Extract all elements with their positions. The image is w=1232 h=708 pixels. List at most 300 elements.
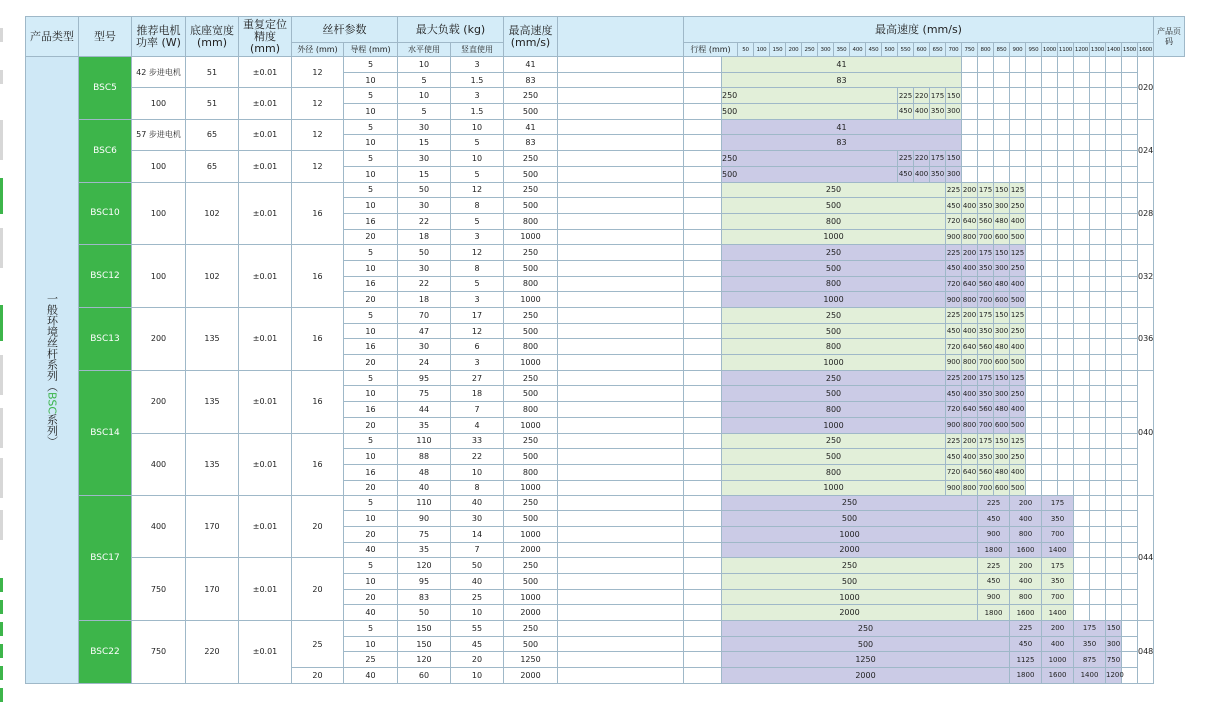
load-horizontal: 120 xyxy=(398,558,451,574)
empty-tick-cell xyxy=(1042,480,1058,495)
empty-tick-cell xyxy=(1058,417,1074,433)
stroke-cell xyxy=(684,511,722,527)
load-horizontal: 24 xyxy=(398,355,451,371)
empty-tick-cell xyxy=(1106,480,1122,495)
speed-bar-value: 250 xyxy=(722,621,1010,637)
empty-tick-cell xyxy=(1074,72,1090,88)
empty-tick-cell xyxy=(1090,276,1106,292)
speed-bar-value: 300 xyxy=(994,449,1010,465)
empty-tick-cell xyxy=(1090,542,1106,558)
spec-table-container xyxy=(25,16,1185,684)
empty-tick-cell xyxy=(1058,480,1074,495)
empty-tick-cell xyxy=(1122,526,1138,542)
empty-tick-cell xyxy=(1074,542,1090,558)
load-horizontal: 75 xyxy=(398,386,451,402)
max-speed: 500 xyxy=(504,104,558,120)
empty-tick-cell xyxy=(1106,464,1122,480)
speed-bar-value: 640 xyxy=(962,213,978,229)
precision: ±0.01 xyxy=(239,558,292,621)
load-vertical: 40 xyxy=(451,495,504,511)
empty-tick-cell xyxy=(1106,182,1122,198)
lead: 20 xyxy=(344,292,398,308)
empty-tick-cell xyxy=(978,104,994,120)
outer-diameter: 20 xyxy=(292,495,344,558)
stroke-cell xyxy=(684,260,722,276)
page-number: 032 xyxy=(1138,245,1154,308)
max-speed: 800 xyxy=(504,464,558,480)
empty-tick-cell xyxy=(962,88,978,104)
stroke-cell xyxy=(684,213,722,229)
motor-power: 400 xyxy=(132,433,186,495)
speed-bar-value: 800 xyxy=(722,276,946,292)
speed-bar-value: 800 xyxy=(722,339,946,355)
outer-diameter: 16 xyxy=(292,245,344,308)
empty-tick-cell xyxy=(962,104,978,120)
empty-tick-cell xyxy=(1074,166,1090,182)
empty-tick-cell xyxy=(1026,370,1042,386)
empty-tick-cell xyxy=(962,72,978,88)
empty-tick-cell xyxy=(1106,119,1122,135)
empty-tick-cell xyxy=(1074,386,1090,402)
empty-tick-cell xyxy=(1026,480,1042,495)
speed-bar-value: 800 xyxy=(722,213,946,229)
table-row xyxy=(26,245,1185,261)
speed-bar-value: 450 xyxy=(898,166,914,182)
speed-bar-value: 800 xyxy=(962,355,978,371)
empty-tick-cell xyxy=(1026,166,1042,182)
load-vertical: 3 xyxy=(451,292,504,308)
header-precision: 重复定位精度 (mm) xyxy=(239,17,292,57)
stroke-cell xyxy=(684,464,722,480)
stroke-cell xyxy=(684,480,722,495)
load-horizontal: 48 xyxy=(398,464,451,480)
max-speed: 41 xyxy=(504,57,558,73)
motor-power: 750 xyxy=(132,621,186,684)
speed-bar-value: 1400 xyxy=(1074,668,1106,684)
empty-tick-cell xyxy=(1074,292,1090,308)
empty-tick-cell xyxy=(1122,355,1138,371)
speed-bar-value: 2000 xyxy=(722,605,978,621)
speed-bar-value: 41 xyxy=(722,57,962,73)
spacer-cell xyxy=(558,574,684,590)
spacer-cell xyxy=(558,668,684,684)
load-vertical: 5 xyxy=(451,213,504,229)
speed-bar-value: 250 xyxy=(722,433,946,449)
lead: 5 xyxy=(344,182,398,198)
precision: ±0.01 xyxy=(239,151,292,182)
speed-bar-value: 175 xyxy=(978,182,994,198)
empty-tick-cell xyxy=(1026,355,1042,371)
max-speed: 1000 xyxy=(504,589,558,605)
speed-bar-value: 500 xyxy=(1010,480,1026,495)
empty-tick-cell xyxy=(1122,72,1138,88)
category-label xyxy=(26,57,79,684)
load-horizontal: 120 xyxy=(398,652,451,668)
empty-tick-cell xyxy=(1042,72,1058,88)
lead: 5 xyxy=(344,433,398,449)
empty-tick-cell xyxy=(1122,260,1138,276)
empty-tick-cell xyxy=(1026,57,1042,73)
speed-bar-value: 640 xyxy=(962,276,978,292)
speed-bar-value: 750 xyxy=(1106,652,1122,668)
speed-bar-value: 700 xyxy=(978,355,994,371)
empty-tick-cell xyxy=(1026,417,1042,433)
max-speed: 2000 xyxy=(504,605,558,621)
empty-tick-cell xyxy=(1026,323,1042,339)
stroke-tick: 150 xyxy=(770,43,786,57)
empty-tick-cell xyxy=(1122,135,1138,151)
base-width: 51 xyxy=(186,88,239,119)
empty-tick-cell xyxy=(1074,589,1090,605)
empty-tick-cell xyxy=(1026,104,1042,120)
speed-bar-value: 200 xyxy=(962,308,978,324)
speed-bar-value: 175 xyxy=(930,151,946,167)
load-horizontal: 35 xyxy=(398,417,451,433)
empty-tick-cell xyxy=(1106,292,1122,308)
empty-tick-cell xyxy=(1042,417,1058,433)
load-vertical: 3 xyxy=(451,57,504,73)
table-row xyxy=(26,370,1185,386)
empty-tick-cell xyxy=(1122,402,1138,418)
empty-tick-cell xyxy=(1026,449,1042,465)
speed-bar-value: 640 xyxy=(962,402,978,418)
empty-tick-cell xyxy=(1106,495,1122,511)
speed-bar-value: 175 xyxy=(930,88,946,104)
load-vertical: 50 xyxy=(451,558,504,574)
load-vertical: 40 xyxy=(451,574,504,590)
spacer-cell xyxy=(558,355,684,371)
max-speed: 500 xyxy=(504,198,558,214)
speed-bar-value: 900 xyxy=(946,292,962,308)
speed-bar-value: 175 xyxy=(1042,558,1074,574)
header-max-load: 最大负载 (kg) xyxy=(398,17,504,43)
load-horizontal: 75 xyxy=(398,526,451,542)
max-speed: 250 xyxy=(504,151,558,167)
max-speed: 500 xyxy=(504,323,558,339)
speed-bar-value: 225 xyxy=(978,495,1010,511)
speed-bar-value: 400 xyxy=(1010,402,1026,418)
speed-bar-value: 500 xyxy=(722,574,978,590)
empty-tick-cell xyxy=(1058,449,1074,465)
speed-bar-value: 300 xyxy=(994,260,1010,276)
speed-bar-value: 500 xyxy=(1010,292,1026,308)
speed-bar-value: 1000 xyxy=(1042,652,1074,668)
speed-bar-value: 350 xyxy=(1042,574,1074,590)
empty-tick-cell xyxy=(1042,386,1058,402)
table-row xyxy=(26,495,1185,511)
empty-tick-cell xyxy=(1026,229,1042,245)
speed-bar-value: 400 xyxy=(1010,213,1026,229)
empty-tick-cell xyxy=(1122,386,1138,402)
empty-tick-cell xyxy=(1122,433,1138,449)
stroke-tick: 1100 xyxy=(1058,43,1074,57)
header-horizontal: 水平使用 xyxy=(398,43,451,57)
speed-bar-value: 720 xyxy=(946,213,962,229)
stroke-tick: 600 xyxy=(914,43,930,57)
empty-tick-cell xyxy=(978,57,994,73)
load-vertical: 8 xyxy=(451,198,504,214)
empty-tick-cell xyxy=(1090,229,1106,245)
speed-bar-value: 640 xyxy=(962,339,978,355)
precision: ±0.01 xyxy=(239,308,292,371)
precision: ±0.01 xyxy=(239,88,292,119)
lead: 16 xyxy=(344,402,398,418)
max-speed: 500 xyxy=(504,574,558,590)
empty-tick-cell xyxy=(978,119,994,135)
empty-tick-cell xyxy=(1090,605,1106,621)
stroke-cell xyxy=(684,668,722,684)
speed-bar-value: 700 xyxy=(1042,589,1074,605)
empty-tick-cell xyxy=(1074,402,1090,418)
lead: 20 xyxy=(344,417,398,433)
lead: 10 xyxy=(344,166,398,182)
page-number: 044 xyxy=(1138,495,1154,621)
empty-tick-cell xyxy=(1074,464,1090,480)
speed-bar-value: 720 xyxy=(946,276,962,292)
speed-bar-value: 600 xyxy=(994,480,1010,495)
speed-bar-value: 1000 xyxy=(722,526,978,542)
base-width: 65 xyxy=(186,151,239,182)
speed-bar-value: 150 xyxy=(994,433,1010,449)
empty-tick-cell xyxy=(1058,135,1074,151)
empty-tick-cell xyxy=(994,119,1010,135)
speed-bar-value: 220 xyxy=(914,151,930,167)
empty-tick-cell xyxy=(1106,229,1122,245)
empty-tick-cell xyxy=(1058,402,1074,418)
speed-bar-value: 720 xyxy=(946,339,962,355)
empty-tick-cell xyxy=(1090,417,1106,433)
empty-tick-cell xyxy=(1058,104,1074,120)
speed-bar-value: 1600 xyxy=(1042,668,1074,684)
spacer-cell xyxy=(558,339,684,355)
speed-bar-value: 560 xyxy=(978,339,994,355)
table-row xyxy=(26,558,1185,574)
lead: 10 xyxy=(344,104,398,120)
empty-tick-cell xyxy=(1122,229,1138,245)
max-speed: 250 xyxy=(504,621,558,637)
speed-bar-value: 1400 xyxy=(1042,542,1074,558)
empty-tick-cell xyxy=(1042,402,1058,418)
speed-bar-value: 480 xyxy=(994,276,1010,292)
motor-power: 57 步进电机 xyxy=(132,119,186,150)
speed-bar-value: 220 xyxy=(914,88,930,104)
load-horizontal: 22 xyxy=(398,276,451,292)
speed-bar-value: 250 xyxy=(722,88,898,104)
load-horizontal: 70 xyxy=(398,308,451,324)
empty-tick-cell xyxy=(1106,308,1122,324)
empty-tick-cell xyxy=(978,135,994,151)
empty-tick-cell xyxy=(1026,213,1042,229)
model-name: BSC5 xyxy=(79,57,132,120)
speed-bar-value: 700 xyxy=(978,480,994,495)
empty-tick-cell xyxy=(1106,276,1122,292)
load-vertical: 3 xyxy=(451,355,504,371)
speed-bar-value: 500 xyxy=(722,323,946,339)
model-name: BSC22 xyxy=(79,621,132,684)
max-speed: 1000 xyxy=(504,292,558,308)
spacer-cell xyxy=(558,652,684,668)
speed-bar-value: 500 xyxy=(722,260,946,276)
speed-bar-value: 125 xyxy=(1010,433,1026,449)
load-vertical: 7 xyxy=(451,402,504,418)
speed-bar-value: 250 xyxy=(1010,260,1026,276)
max-speed: 500 xyxy=(504,166,558,182)
precision: ±0.01 xyxy=(239,245,292,308)
empty-tick-cell xyxy=(1010,88,1026,104)
model-name: BSC12 xyxy=(79,245,132,308)
stroke-tick: 450 xyxy=(866,43,882,57)
table-row xyxy=(26,308,1185,324)
speed-bar-value: 350 xyxy=(978,449,994,465)
spacer-cell xyxy=(558,308,684,324)
empty-tick-cell xyxy=(1026,308,1042,324)
empty-tick-cell xyxy=(1106,245,1122,261)
speed-bar-value: 225 xyxy=(1010,621,1042,637)
speed-bar-value: 175 xyxy=(978,245,994,261)
outer-diameter: 16 xyxy=(292,433,344,495)
header-outer-diameter: 外径 (mm) xyxy=(292,43,344,57)
lead: 20 xyxy=(344,355,398,371)
speed-bar-value: 225 xyxy=(946,308,962,324)
speed-bar-value: 1000 xyxy=(722,355,946,371)
load-horizontal: 10 xyxy=(398,88,451,104)
speed-bar-value: 600 xyxy=(994,229,1010,245)
speed-bar-value: 1800 xyxy=(978,542,1010,558)
empty-tick-cell xyxy=(1074,213,1090,229)
page-number: 024 xyxy=(1138,119,1154,182)
max-speed: 250 xyxy=(504,182,558,198)
load-horizontal: 110 xyxy=(398,495,451,511)
empty-tick-cell xyxy=(1042,276,1058,292)
stroke-tick: 100 xyxy=(754,43,770,57)
empty-tick-cell xyxy=(1026,151,1042,167)
empty-tick-cell xyxy=(962,166,978,182)
motor-power: 400 xyxy=(132,495,186,558)
speed-bar-value: 400 xyxy=(1010,464,1026,480)
empty-tick-cell xyxy=(1106,402,1122,418)
speed-bar-value: 500 xyxy=(722,511,978,527)
header-base-width: 底座宽度 (mm) xyxy=(186,17,239,57)
lead: 20 xyxy=(344,480,398,495)
max-speed: 500 xyxy=(504,511,558,527)
speed-bar-value: 800 xyxy=(722,402,946,418)
speed-bar-value: 500 xyxy=(722,636,1010,652)
empty-tick-cell xyxy=(1058,119,1074,135)
stroke-tick: 500 xyxy=(882,43,898,57)
load-horizontal: 150 xyxy=(398,621,451,637)
base-width: 65 xyxy=(186,119,239,150)
empty-tick-cell xyxy=(1026,276,1042,292)
load-vertical: 10 xyxy=(451,119,504,135)
empty-tick-cell xyxy=(1106,104,1122,120)
empty-tick-cell xyxy=(1090,370,1106,386)
motor-power: 100 xyxy=(132,151,186,182)
spec-table xyxy=(25,16,1185,684)
empty-tick-cell xyxy=(1122,495,1138,511)
empty-tick-cell xyxy=(1090,526,1106,542)
max-speed: 1250 xyxy=(504,652,558,668)
empty-tick-cell xyxy=(1058,182,1074,198)
spacer-cell xyxy=(558,198,684,214)
speed-bar-value: 875 xyxy=(1074,652,1106,668)
speed-bar-value: 400 xyxy=(1010,574,1042,590)
spacer-cell xyxy=(558,72,684,88)
max-speed: 250 xyxy=(504,370,558,386)
speed-bar-value: 200 xyxy=(962,370,978,386)
lead: 5 xyxy=(344,245,398,261)
lead: 10 xyxy=(344,574,398,590)
empty-tick-cell xyxy=(1058,245,1074,261)
stroke-tick: 350 xyxy=(834,43,850,57)
empty-tick-cell xyxy=(1122,558,1138,574)
speed-bar-value: 250 xyxy=(722,245,946,261)
stroke-tick: 1600 xyxy=(1138,43,1154,57)
stroke-cell xyxy=(684,449,722,465)
speed-bar-value: 200 xyxy=(1010,558,1042,574)
load-horizontal: 5 xyxy=(398,104,451,120)
spacer-cell xyxy=(558,182,684,198)
load-horizontal: 50 xyxy=(398,182,451,198)
stroke-cell xyxy=(684,574,722,590)
empty-tick-cell xyxy=(1122,119,1138,135)
empty-tick-cell xyxy=(1090,213,1106,229)
outer-diameter: 16 xyxy=(292,370,344,433)
category-text: 系列） xyxy=(45,413,59,447)
empty-tick-cell xyxy=(1026,88,1042,104)
empty-tick-cell xyxy=(1106,323,1122,339)
table-row xyxy=(26,433,1185,449)
lead: 5 xyxy=(344,57,398,73)
speed-bar-value: 250 xyxy=(722,308,946,324)
empty-tick-cell xyxy=(1090,88,1106,104)
stroke-tick: 850 xyxy=(994,43,1010,57)
stroke-tick: 1300 xyxy=(1090,43,1106,57)
empty-tick-cell xyxy=(1042,135,1058,151)
speed-bar-value: 400 xyxy=(914,104,930,120)
speed-bar-value: 350 xyxy=(1074,636,1106,652)
empty-tick-cell xyxy=(1106,526,1122,542)
empty-tick-cell xyxy=(1074,526,1090,542)
speed-bar-value: 500 xyxy=(722,166,898,182)
page-number: 020 xyxy=(1138,57,1154,120)
load-horizontal: 50 xyxy=(398,605,451,621)
spacer-cell xyxy=(558,151,684,167)
speed-bar-value: 500 xyxy=(1010,229,1026,245)
speed-bar-value: 125 xyxy=(1010,182,1026,198)
max-speed: 83 xyxy=(504,72,558,88)
load-horizontal: 30 xyxy=(398,260,451,276)
table-row xyxy=(26,151,1185,167)
header-speed-chart: 最高速度 (mm/s) xyxy=(684,17,1154,43)
empty-tick-cell xyxy=(1090,464,1106,480)
empty-tick-cell xyxy=(1090,57,1106,73)
load-horizontal: 40 xyxy=(398,480,451,495)
speed-bar-value: 400 xyxy=(1010,511,1042,527)
speed-bar-value: 480 xyxy=(994,402,1010,418)
speed-bar-value: 350 xyxy=(978,323,994,339)
empty-tick-cell xyxy=(1058,72,1074,88)
speed-bar-value: 1800 xyxy=(978,605,1010,621)
empty-tick-cell xyxy=(1074,308,1090,324)
empty-tick-cell xyxy=(1074,339,1090,355)
speed-bar-value: 800 xyxy=(962,229,978,245)
category-text: BSC xyxy=(45,391,59,414)
spacer-cell xyxy=(558,119,684,135)
speed-bar-value: 900 xyxy=(946,417,962,433)
max-speed: 250 xyxy=(504,88,558,104)
speed-bar-value: 500 xyxy=(722,198,946,214)
speed-bar-value: 400 xyxy=(1010,339,1026,355)
